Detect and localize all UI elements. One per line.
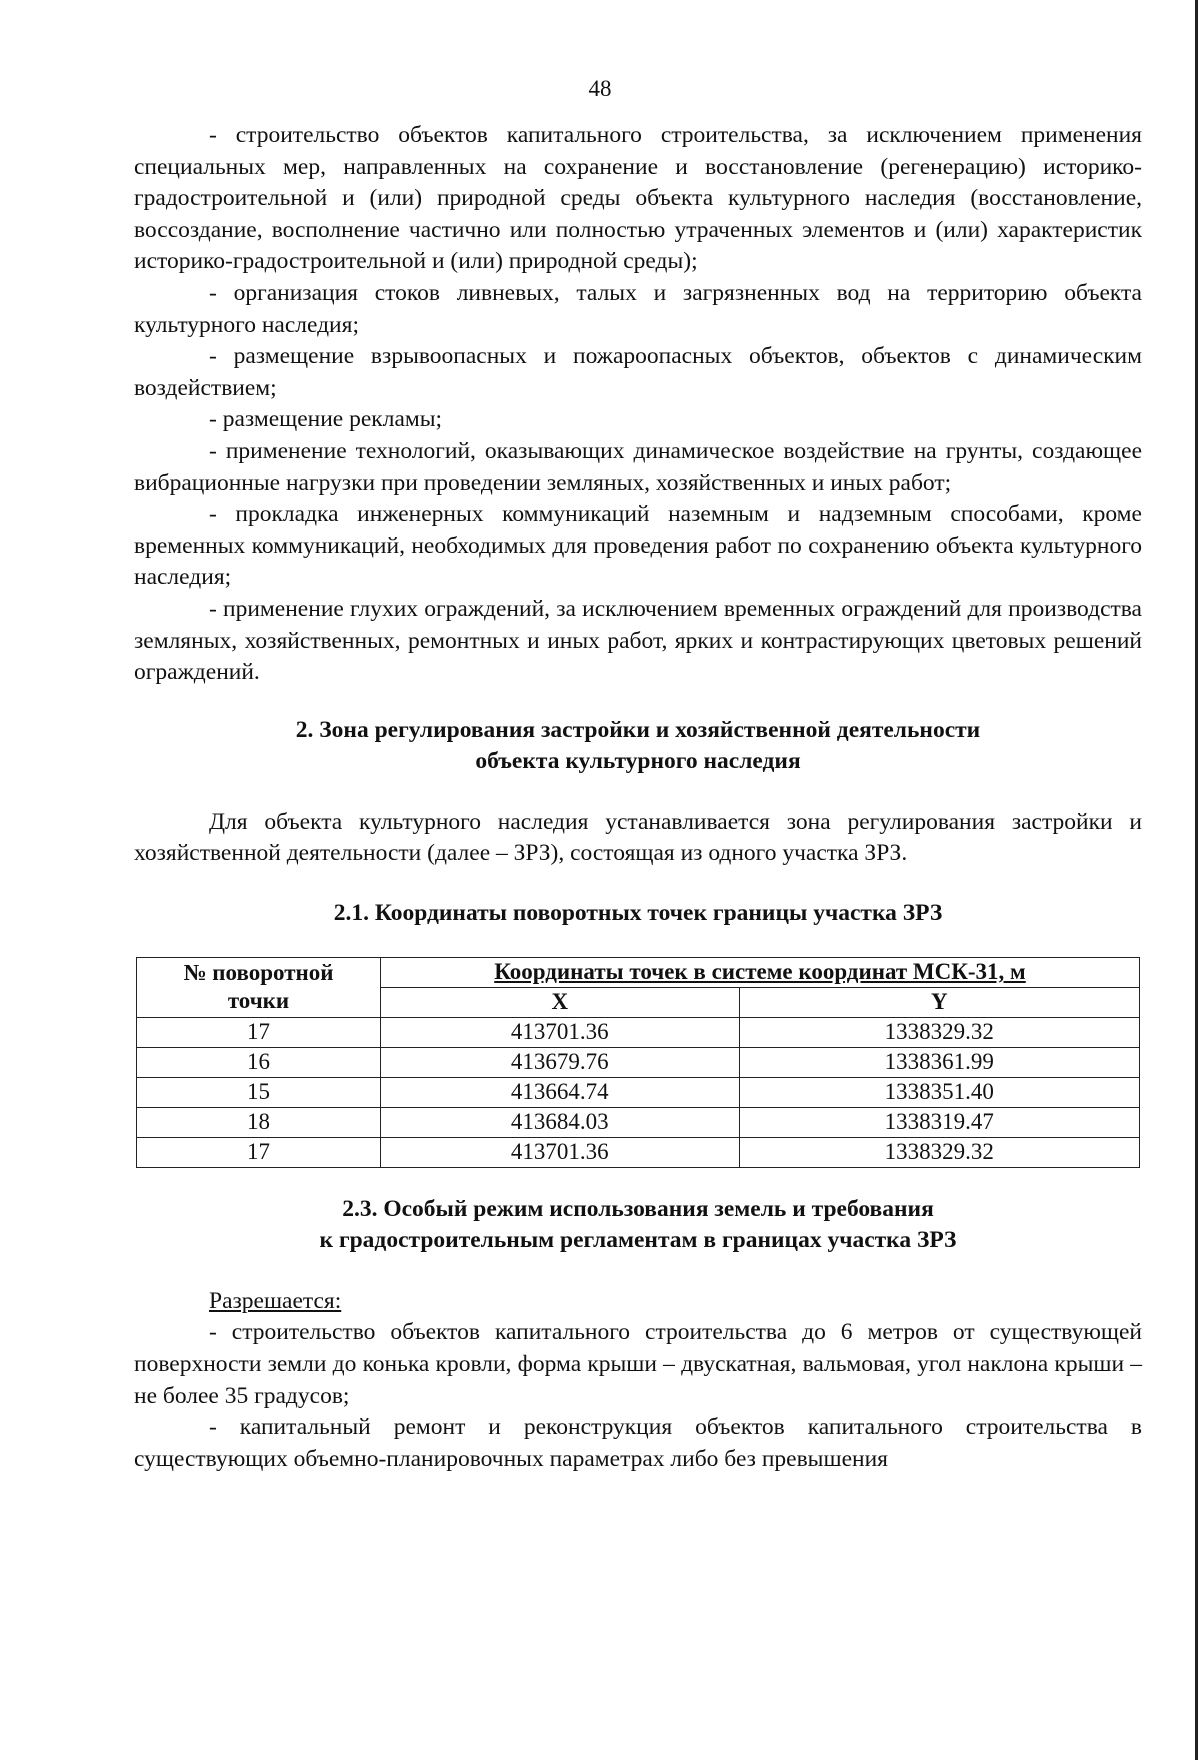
- section-2-intro: Для объекта культурного наследия устанавливается зона регулирования застройки и хозяйственной деятельности (далее – ЗРЗ), состоящая из одного участка ЗРЗ.: [134, 808, 1142, 867]
- page-number: 48: [588, 76, 612, 101]
- coord-y: 1338361.99: [739, 1047, 1139, 1077]
- header-x: X: [381, 987, 740, 1017]
- section-2-3-heading-line1: 2.3. Особый режим использования земель и требования: [342, 1195, 934, 1222]
- restriction-item: - применение технологий, оказывающих динамическое воздействие на грунты, создающее вибрационные нагрузки при проведении земляных, хозяйственных и иных работ;: [134, 437, 1142, 496]
- coord-y: 1338329.32: [739, 1017, 1139, 1047]
- document-body: [134, 120, 1142, 1475]
- restriction-item: - размещение рекламы;: [209, 406, 443, 433]
- scan-edge-line: [1195, 0, 1198, 1760]
- point-number: 15: [137, 1077, 381, 1107]
- coord-y: 1338351.40: [739, 1077, 1139, 1107]
- section-2-heading-line1: 2. Зона регулирования застройки и хозяйственной деятельности: [295, 716, 981, 743]
- restriction-item: - применение глухих ограждений, за исключением временных ограждений для производства земляных, хозяйственных, ремонтных и иных работ, ярких и контрастирующих цветовых решений ограждений.: [134, 595, 1142, 686]
- table-row: [137, 1047, 1140, 1077]
- coord-y: 1338329.32: [739, 1137, 1139, 1167]
- section-2-3-heading-line2: к градостроительным регламентам в границах участка ЗРЗ: [319, 1226, 957, 1253]
- header-point-number-line2: точки: [227, 988, 290, 1014]
- header-point-number-line1: № поворотной: [183, 960, 334, 986]
- permitted-label: Разрешается:: [209, 1287, 342, 1314]
- table-row: [137, 1137, 1140, 1167]
- restriction-item: - строительство объектов капитального строительства, за исключением применения специальных мер, направленных на сохранение и восстановление (регенерацию) историко-градостроительной и (или) природной среды объекта культурного наследия (восстановление, воссоздание, восполнение частично или полностью утраченных элементов и (или) характеристик историко-градостроительной и (или) природной среды);: [134, 122, 1142, 275]
- section-2-3-heading: [134, 1194, 1142, 1256]
- point-number: 17: [137, 1137, 381, 1167]
- permitted-item: - капитальный ремонт и реконструкция объектов капитального строительства в существующих объемно-планировочных параметрах либо без превышения: [134, 1414, 1142, 1472]
- section-2-1-heading: 2.1. Координаты поворотных точек границы участка ЗРЗ: [333, 899, 943, 926]
- table-row: [137, 1077, 1140, 1107]
- coord-x: 413701.36: [381, 1137, 740, 1167]
- header-point-number: [137, 957, 381, 1017]
- header-coordinates: [381, 957, 1140, 987]
- restrictions-list: [134, 120, 1142, 689]
- table-row: [137, 1107, 1140, 1137]
- coord-y: 1338319.47: [739, 1107, 1139, 1137]
- coordinates-table: [136, 957, 1140, 1168]
- header-coordinates-label: Координаты точек в системе координат МСК-31, м: [494, 959, 1026, 985]
- section-2-heading: [134, 715, 1142, 777]
- restriction-item: - прокладка инженерных коммуникаций наземным и надземным способами, кроме временных коммуникаций, необходимых для проведения работ по сохранению объекта культурного наследия;: [134, 501, 1142, 591]
- restriction-item: - организация стоков ливневых, талых и загрязненных вод на территорию объекта культурного наследия;: [134, 279, 1142, 338]
- point-number: 18: [137, 1107, 381, 1137]
- point-number: 16: [137, 1047, 381, 1077]
- permitted-label-line: [134, 1286, 1142, 1318]
- section-2-heading-line2: объекта культурного наследия: [475, 747, 801, 774]
- table-row: [137, 1017, 1140, 1047]
- coord-x: 413664.74: [381, 1077, 740, 1107]
- coord-x: 413679.76: [381, 1047, 740, 1077]
- header-y: Y: [739, 987, 1139, 1017]
- coord-x: 413684.03: [381, 1107, 740, 1137]
- restriction-item: - размещение взрывоопасных и пожароопасных объектов, объектов с динамическим воздействием;: [134, 343, 1142, 401]
- coord-x: 413701.36: [381, 1017, 740, 1047]
- permitted-item: - строительство объектов капитального строительства до 6 метров от существующей поверхности земли до конька кровли, форма крыши – двускатная, вальмовая, угол наклона крыши – не более 35 градусов;: [134, 1319, 1142, 1409]
- point-number: 17: [137, 1017, 381, 1047]
